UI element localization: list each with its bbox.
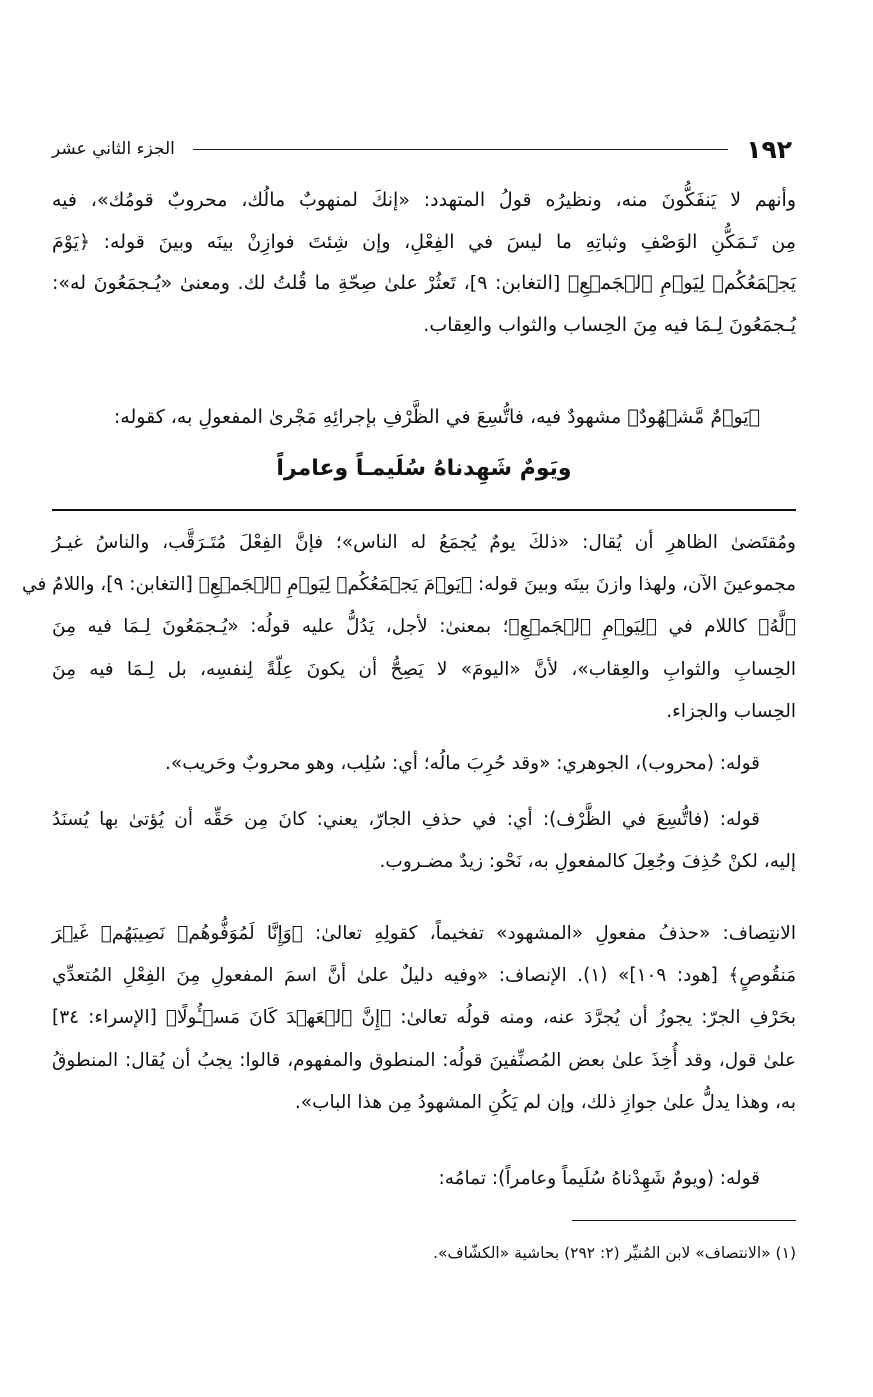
commentary-line: علىٰ قول، وقد أُخِذَ علىٰ بعض المُصنِّفينَ قولُه: المنطوق والمفهوم، قالوا: يجبُ أن يُقال: المنطوقُ [52, 1049, 796, 1071]
main-line: وأنهم لا يَنفَكُّونَ منه، ونظيرُه قولُ المتهدد: «إنكَ لمنهوبٌ مالُك، محروبٌ قومُك»، فيه [52, 189, 796, 211]
footnote: (١) «الانتصاف» لابن المُنيِّر (٢: ٢٩٢) بحاشية «الكشّاف». [433, 1244, 796, 1262]
commentary-line: قوله: (ويومٌ شَهِدْناهُ سُلَيماً وعامراً): تمامُه: [438, 1168, 760, 1189]
running-title: الجزء الثاني عشر [52, 139, 175, 159]
page-header [52, 132, 792, 166]
commentary-line: قوله: (محروب)، الجوهري: «وقد حُرِبَ مالُه؛ أي: سُلِب، وهو محروبٌ وحَريب». [165, 753, 760, 774]
page-number: ١٩٢ [746, 134, 792, 164]
main-line: مِن تَـمَكُّنِ الوَصْفِ وثباتِهِ ما ليسَ في الفِعْلِ، وإن شِئتَ فوازِنْ بينَه وبينَ قوله: ﴿يَوْمَ [52, 230, 796, 253]
commentary-para-2 [52, 743, 796, 785]
header-rule [193, 149, 728, 150]
main-text-para-1 [52, 180, 796, 346]
poetry-verse: ويَومٌ شَهِدناهُ سُلَيمـاً وعامراً [276, 456, 572, 481]
commentary-line: ﴿لَّهُ﴾ كاللام في ﴿لِيَوۡمِ ٱلۡجَمۡعِ﴾؛ بمعنىٰ: لأجل، يَدُلُّ عليه قولُه: «يُـجمَعُونَ لِـمَا فيه مِنَ [52, 616, 796, 638]
commentary-para-5 [52, 1158, 796, 1200]
main-line: يُـجمَعُونَ لِـمَا فيه مِنَ الحِساب والثواب والعِقاب. [423, 313, 796, 336]
main-line: يَجۡمَعُكُمۡ لِيَوۡمِ ٱلۡجَمۡعِ﴾ [التغابن: ٩]، تَعثُرْ علىٰ صِحّةِ ما قُلتُ لك. ومعنىٰ «يُـجمَعُونَ له»: [52, 272, 796, 294]
commentary-line: قوله: (فاتُّسِعَ في الظَّرْف): أي: في حذفِ الجارّ، يعني: كانَ مِن حَقِّه أن يُؤتىٰ بها يُسنَدُ [52, 809, 760, 830]
commentary-line: الانتِصاف: «حذفُ مفعولِ «المشهود» تفخيماً، كقولِهِ تعالىٰ: ﴿وَإِنَّا لَمُوَفُّوهُمۡ نَصِيبَهُمۡ غَيۡرَ [52, 923, 796, 944]
commentary-para-1 [22, 522, 796, 733]
commentary-line: مجموعينَ الآن، ولهذا وازنَ بينَه وبينَ قوله: ﴿يَوۡمَ يَجۡمَعُكُمۡ لِيَوۡمِ ٱلۡجَمۡعِ﴾ [التغابن: ٩]، واللامُ في [22, 574, 796, 596]
commentary-line: مَنقُوصٍ﴾ [هود: ١٠٩]» (١). الإنصاف: «وفيه دليلٌ علىٰ أنَّ اسمَ المفعولِ مِنَ الفِعْلِ المُتعدِّي [52, 965, 796, 987]
commentary-line: الحِسابِ والثوابِ والعِقاب»، لأنَّ «اليومَ» لا يَصِحُّ أن يكونَ عِلّةً لِنفسِه، بل لِـمَا فيه مِنَ [52, 658, 796, 680]
main-line: ﴿يَوۡمٌ مَّشۡهُودٌ﴾ مشهودٌ فيه، فاتُّسِعَ في الظَّرْفِ بإجرائِهِ مَجْرىٰ المفعولِ به، كقوله: [113, 406, 760, 428]
commentary-para-4 [52, 913, 796, 1124]
footnote-rule [572, 1220, 796, 1221]
commentary-line: ومُقتَضىٰ الظاهرِ أن يُقال: «ذلكَ يومٌ يُجمَعُ له الناس»؛ فإنَّ الفِعْلَ مُتَـرَقَّب، والناسُ غيـرُ [52, 532, 796, 553]
commentary-line: به، وهذا يدلُّ علىٰ جوازِ ذلك، وإن لم يَكُنِ المشهودُ مِن هذا الباب». [294, 1091, 796, 1113]
commentary-line: بحَرْفِ الجرّ: يجوزُ أن يُجرَّدَ عنه، ومنه قولُه تعالىٰ: ﴿إِنَّ ٱلۡعَهۡدَ كَانَ مَسۡـُٔولًا﴾ [الإسراء: ٣٤] [52, 1007, 796, 1029]
text-commentary-divider [52, 509, 796, 511]
commentary-para-3 [52, 799, 796, 883]
commentary-line: الحِساب والجزاء. [666, 700, 796, 722]
main-text-para-2 [52, 397, 796, 439]
commentary-line: إليه، لكنْ حُذِفَ وجُعِلَ كالمفعولِ به، نَحْو: زيدٌ مضـروب. [379, 851, 796, 873]
